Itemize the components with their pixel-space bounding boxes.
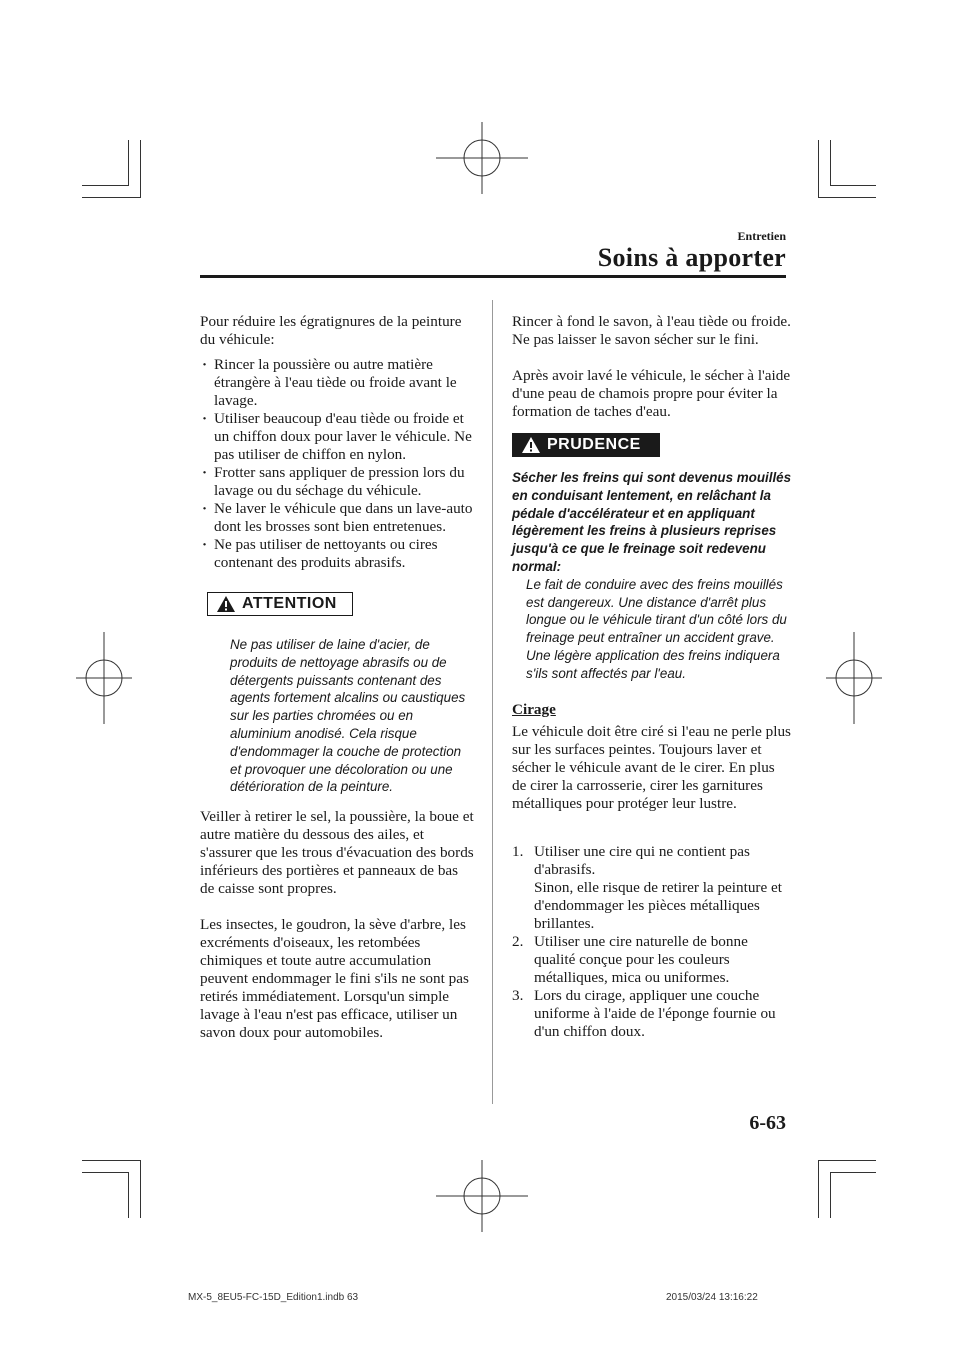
left-column (200, 313, 475, 1042)
attention-label-box (207, 592, 353, 616)
bullet-item: · Frotter sans appliquer de pression lors du lavage ou du séchage du véhicule. (200, 464, 475, 500)
footer-filename: MX-5_8EU5-FC-15D_Edition1.indb 63 (188, 1292, 359, 1303)
step-text: Utiliser une cire qui ne contient pas d'abrasifs. (534, 842, 750, 878)
step-number: 2. (512, 932, 524, 950)
warning-triangle-icon (216, 595, 236, 613)
page-number: 6-63 (749, 1112, 786, 1134)
step-text: Utiliser une cire naturelle de bonne qualité conçue pour les couleurs métalliques, mica ou uniformes. (534, 932, 748, 986)
warning-triangle-icon (521, 436, 541, 454)
bullet-item: · Rincer la poussière ou autre matière étrangère à l'eau tiède ou froide avant le lavage. (200, 356, 475, 410)
page-title: Soins à apporter (597, 243, 786, 272)
right-column (512, 313, 792, 1041)
paragraph-dry: Après avoir lavé le véhicule, le sécher à l'aide d'une peau de chamois propre pour éviter la formation de taches d'eau. (512, 367, 791, 420)
paragraph-underbody: Veiller à retirer le sel, la poussière, la boue et autre matière du dessous des ailes, et s'assurer que les trous d'évacuation des bords inférieurs des portières et panneaux de bas de caisse sont propres. (200, 808, 474, 898)
bullet-item: · Ne pas utiliser de nettoyants ou cires contenant des produits abrasifs. (200, 536, 475, 572)
header-rule (200, 275, 786, 278)
cirage-text: Le véhicule doit être ciré si l'eau ne perle plus sur les surfaces peintes. Toujours laver et sécher le véhicule avant de le cirer. En plus de cirer la carrosserie, cirer les garnitures métalliques pour protéger leur lustre. (512, 722, 791, 812)
wax-steps-list (512, 843, 792, 1041)
intro-text: Pour réduire les égratignures de la peinture du véhicule: (200, 313, 462, 348)
prudence-label: PRUDENCE (547, 436, 641, 453)
prudence-bold-text: Sécher les freins qui sont devenus mouillés en conduisant lentement, en relâchant la pédale d'accélérateur et en appliquant légèrement les freins à plusieurs reprises jusqu'à ce que le freinage soit redevenu normal: (512, 470, 792, 574)
registration-mark-top (436, 122, 528, 194)
bullet-item: · Utiliser beaucoup d'eau tiède ou froide et un chiffon doux pour laver le véhicule. Ne pas utiliser de chiffon en nylon. (200, 410, 475, 464)
step-text: Lors du cirage, appliquer une couche uniforme à l'aide de l'éponge fournie ou d'un chiffon doux. (534, 986, 776, 1040)
registration-mark-left (76, 632, 132, 724)
list-item (512, 843, 792, 933)
list-item (512, 933, 792, 987)
bullet-item: · Ne laver le véhicule que dans un lave-auto dont les brosses sont bien entretenues. (200, 500, 475, 536)
step-subtext: Sinon, elle risque de retirer la peinture et d'endommager les pièces métalliques brillantes. (534, 878, 782, 932)
step-number: 1. (512, 842, 524, 860)
cirage-heading: Cirage (512, 700, 556, 718)
registration-mark-right (826, 632, 882, 724)
step-number: 3. (512, 986, 524, 1004)
prudence-text: Le fait de conduire avec des freins mouillés est dangereux. Une distance d'arrêt plus longue ou le véhicule tirant d'un côté lors du freinage peut entraîner un accident grave. Une légère application des freins indiquera s'ils sont affectés par l'eau. (526, 576, 787, 681)
attention-label: ATTENTION (242, 595, 337, 612)
attention-text: Ne pas utiliser de laine d'acier, de produits de nettoyage abrasifs ou de détergents puissants contenant des agents fortement alcalins ou caustiques sur les parties chromées ou en aluminium anodisé. Cela risque d'endommager la couche de protection et provoquer une décoloration ou une détérioration de la peinture. (230, 637, 466, 795)
paragraph-contaminants: Les insectes, le goudron, la sève d'arbre, les excréments d'oiseaux, les retombées chimiques et toute autre accumulation peuvent endommager le fini s'ils ne sont pas retirés immédiatement. Lorsqu'un simple lavage à l'eau n'est pas efficace, utiliser un savon doux pour automobiles. (200, 916, 469, 1042)
section-label: Entretien (737, 229, 786, 243)
paragraph-rinse: Rincer à fond le savon, à l'eau tiède ou froide. Ne pas laisser le savon sécher sur le fini. (512, 313, 791, 348)
column-divider (492, 300, 493, 1104)
bullet-list (200, 356, 475, 572)
registration-mark-bottom (436, 1160, 528, 1232)
list-item (512, 987, 792, 1041)
footer-timestamp: 2015/03/24 13:16:22 (666, 1292, 758, 1303)
prudence-label-box (512, 433, 660, 457)
